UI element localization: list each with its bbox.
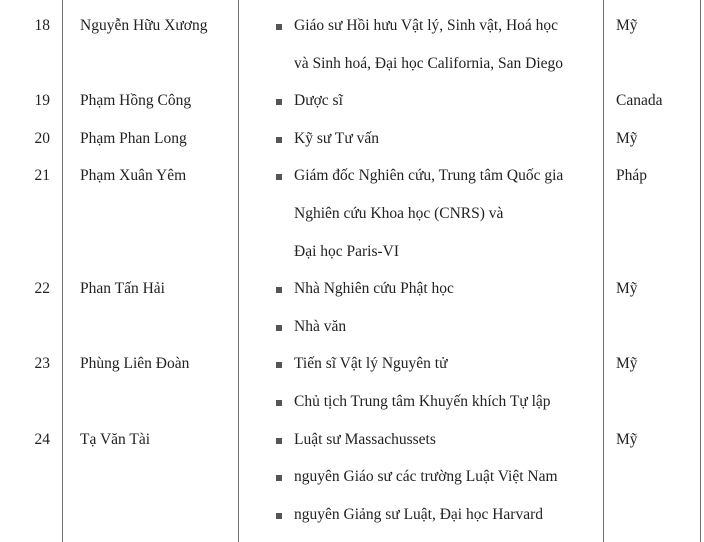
bullet-icon bbox=[276, 475, 282, 481]
description-line: Giám đốc Nghiên cứu, Trung tâm Quốc gia bbox=[294, 167, 564, 185]
bullet-icon bbox=[276, 362, 282, 368]
description-line: Dược sĩ bbox=[294, 92, 343, 110]
description-line: Tiến sĩ Vật lý Nguyên tử bbox=[294, 355, 448, 373]
bullet-icon bbox=[276, 325, 282, 331]
bullet-icon bbox=[276, 174, 282, 180]
description-line: Luật sư Massachussets bbox=[294, 430, 436, 448]
description-line: Nhà văn bbox=[294, 317, 347, 335]
person-name: Tạ Văn Tài bbox=[80, 430, 151, 448]
country-cell: Mỹ bbox=[616, 430, 638, 448]
country-cell: Mỹ bbox=[616, 355, 638, 373]
person-name: Nguyễn Hữu Xương bbox=[80, 17, 208, 34]
description-line: Giáo sư Hồi hưu Vật lý, Sinh vật, Hoá học bbox=[294, 17, 559, 34]
country-cell: Mỹ bbox=[616, 129, 638, 147]
row-number: 24 bbox=[34, 430, 50, 448]
country-cell: Mỹ bbox=[616, 280, 638, 298]
description-line: Đại học Paris-VI bbox=[294, 242, 400, 260]
bullet-icon bbox=[276, 513, 282, 519]
country-cell: Pháp bbox=[616, 167, 647, 185]
description-line: và Sinh hoá, Đại học California, San Diego bbox=[294, 54, 564, 72]
row-number: 21 bbox=[34, 167, 50, 185]
column-divider-number bbox=[62, 0, 63, 542]
table-right-border bbox=[700, 0, 701, 542]
row-number: 23 bbox=[34, 355, 50, 373]
person-name: Phùng Liên Đoàn bbox=[80, 355, 190, 373]
person-name: Phan Tấn Hải bbox=[80, 280, 165, 298]
description-line: nguyên Giảng sư Luật, Đại học Harvard bbox=[294, 505, 544, 523]
description-line: nguyên Giáo sư các trường Luật Việt Nam bbox=[294, 468, 558, 486]
row-number: 22 bbox=[34, 280, 50, 298]
description-line: Nhà Nghiên cứu Phật học bbox=[294, 280, 454, 298]
bullet-icon bbox=[276, 24, 282, 30]
description-line: Chủ tịch Trung tâm Khuyến khích Tự lập bbox=[294, 393, 551, 410]
country-cell: Mỹ bbox=[616, 17, 638, 34]
column-divider-name bbox=[238, 0, 239, 542]
column-divider-description bbox=[603, 0, 604, 542]
row-number: 19 bbox=[34, 92, 50, 110]
person-name: Phạm Xuân Yêm bbox=[80, 167, 187, 185]
bullet-icon bbox=[276, 438, 282, 444]
bullet-icon bbox=[276, 287, 282, 293]
bullet-icon bbox=[276, 99, 282, 105]
bullet-icon bbox=[276, 400, 282, 406]
person-name: Phạm Phan Long bbox=[80, 129, 187, 147]
row-number: 20 bbox=[34, 129, 50, 147]
country-cell: Canada bbox=[616, 92, 663, 110]
description-line: Nghiên cứu Khoa học (CNRS) và bbox=[294, 205, 504, 222]
description-line: Kỹ sư Tư vấn bbox=[294, 129, 379, 147]
person-name: Phạm Hồng Công bbox=[80, 92, 192, 110]
bullet-icon bbox=[276, 137, 282, 143]
row-number: 18 bbox=[34, 17, 50, 34]
